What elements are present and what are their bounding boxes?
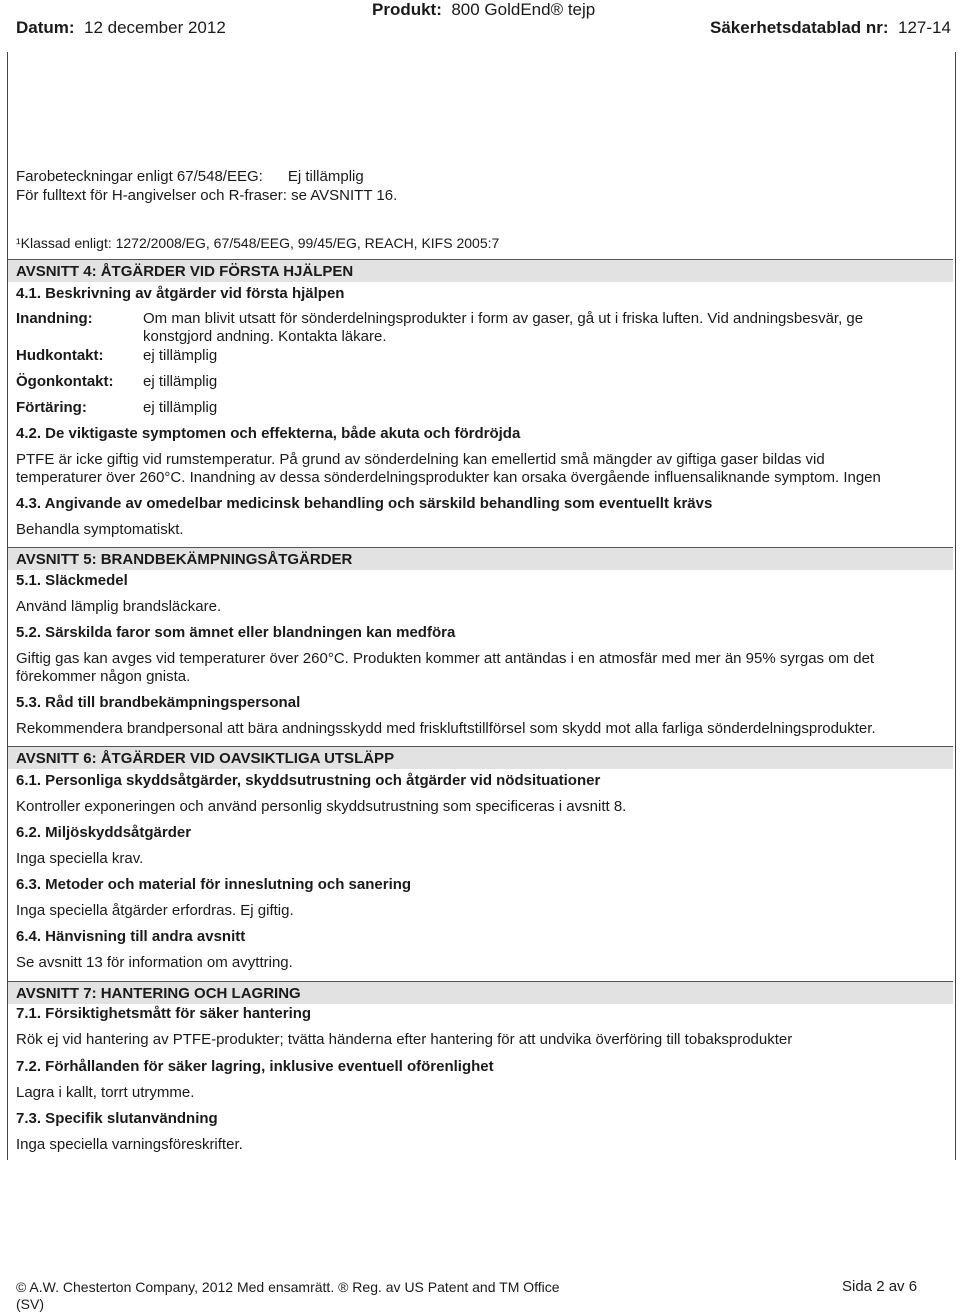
heading-5-2: 5.2. Särskilda faror som ämnet eller blandningen kan medföra [16,624,456,641]
environment-text: Inga speciella krav. [16,850,144,867]
fortaring-value: ej tillämplig [143,399,218,416]
storage-text: Lagra i kallt, torrt utrymme. [16,1084,195,1101]
inandning-text-1: Om man blivit utsatt för sönderdelningsprodukter i form av gaser, gå ut i friska luften. Vid andningsbesvär, ge [143,310,864,327]
section-7-header: AVSNITT 7: HANTERING OCH LAGRING [8,981,953,1004]
hazard-text-2: förekommer någon gnista. [16,668,191,685]
heading-4-3: 4.3. Angivande av omedelbar medicinsk behandling och särskild behandling som eventuellt krävs [16,495,713,512]
heading-5-3: 5.3. Råd till brandbekämpningspersonal [16,694,301,711]
sheet-number-field: Säkerhetsdatablad nr: 127-14 [710,18,951,37]
heading-7-3: 7.3. Specifik slutanvändning [16,1110,218,1127]
ogonkontakt-label: Ögonkontakt: [16,373,114,390]
hudkontakt-value: ej tillämplig [143,347,218,364]
treatment-text: Behandla symptomatiskt. [16,521,184,538]
classification-note: ¹Klassad enligt: 1272/2008/EG, 67/548/EEG, 99/45/EG, REACH, KIFS 2005:7 [16,235,500,251]
page-header [0,0,960,46]
farobeteckningar-line: Farobeteckningar enligt 67/548/EEG: Ej tillämplig [16,168,364,185]
symptom-text-1: PTFE är icke giftig vid rumstemperatur. På grund av sönderdelning kan emellertid små mängder av giftiga gaser bildas vid [16,451,825,468]
page-number: Sida 2 av 6 [842,1278,918,1295]
inandning-label: Inandning: [16,310,93,327]
hazard-text-1: Giftig gas kan avges vid temperaturer över 260°C. Produkten kommer att antändas i en atmosfär med mer än 95% syrgas om det [16,650,875,667]
containment-text: Inga speciella åtgärder erfordras. Ej giftig. [16,902,294,919]
heading-6-3: 6.3. Metoder och material för inneslutning och sanering [16,876,412,893]
heading-5-1: 5.1. Släckmedel [16,572,128,589]
fortaring-label: Förtäring: [16,399,87,416]
heading-7-2: 7.2. Förhållanden för säker lagring, inklusive eventuell oförenlighet [16,1058,494,1075]
extinguisher-text: Använd lämplig brandsläckare. [16,598,222,615]
heading-6-1: 6.1. Personliga skyddsåtgärder, skyddsutrustning och åtgärder vid nödsituationer [16,772,601,789]
section-5-header: AVSNITT 5: BRANDBEKÄMPNINGSÅTGÄRDER [8,547,953,570]
personal-protection-text: Kontroller exponeringen och använd personlig skyddsutrustning som specificeras i avsnitt 8. [16,798,627,815]
section-4-header: AVSNITT 4: ÅTGÄRDER VID FÖRSTA HJÄLPEN [8,259,953,282]
symptom-text-2: temperaturer över 260°C. Inandning av dessa sönderdelningsprodukter kan orsaka övergående influensaliknande symptom. Ingen [16,469,881,486]
end-use-text: Inga speciella varningsföreskrifter. [16,1136,243,1153]
reference-text: Se avsnitt 13 för information om avyttring. [16,954,293,971]
fulltext-note: För fulltext för H-angivelser och R-fraser: se AVSNITT 16. [16,187,398,204]
firefighter-text: Rekommendera brandpersonal att bära andningsskydd med friskluftstillförsel som skydd mot alla farliga sönderdelningsprodukter. [16,720,876,737]
heading-4-1: 4.1. Beskrivning av åtgärder vid första hjälpen [16,285,345,302]
language-code: (SV) [16,1296,44,1312]
heading-6-4: 6.4. Hänvisning till andra avsnitt [16,928,246,945]
heading-7-1: 7.1. Försiktighetsmått för säker hantering [16,1005,312,1022]
copyright-text: © A.W. Chesterton Company, 2012 Med ensamrätt. ® Reg. av US Patent and TM Office [16,1279,560,1295]
safe-handling-text: Rök ej vid hantering av PTFE-produkter; tvätta händerna efter hantering för att undvika överföring till tobaksprodukter [16,1031,793,1048]
inandning-text-2: konstgjord andning. Kontakta läkare. [143,328,387,345]
product-field: Produkt: 800 GoldEnd® tejp [372,0,596,19]
ogonkontakt-value: ej tillämplig [143,373,218,390]
heading-4-2: 4.2. De viktigaste symptomen och effekterna, både akuta och fördröjda [16,425,521,442]
section-6-header: AVSNITT 6: ÅTGÄRDER VID OAVSIKTLIGA UTSLÄPP [8,746,953,769]
hudkontakt-label: Hudkontakt: [16,347,104,364]
heading-6-2: 6.2. Miljöskyddsåtgärder [16,824,192,841]
date-field: Datum: 12 december 2012 [16,18,226,37]
